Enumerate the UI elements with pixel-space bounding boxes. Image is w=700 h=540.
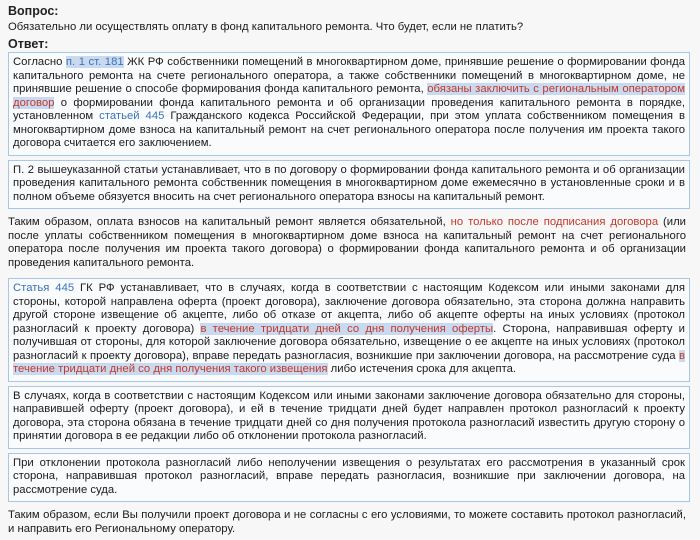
answer-paragraph-3 [8,213,690,274]
text-fragment: (или после уплаты собственником помещения в многоквартирном доме взноса на капитальный ремонт на счет регионального оператора после получения им проекта такого договора) о формировании фонда капитального ремонта и об организации проведения капитального ремонта. [8,216,686,269]
text-fragment: либо истечения срока для акцепта. [327,363,517,375]
highlight-thirty-days-notice: в течение тридцати дней со дня получения такого извещения [13,349,685,375]
answer-paragraph-6: При отклонении протокола разногласий либо неполучении извещения о результатах его рассмотрения в указанный срок сторона, направившая протокол разногласий, вправе передать разногласия, возникшие при заключении договора, на рассмотрение суда. [8,453,690,503]
highlight-after-contract: но только после подписания договора [450,216,659,228]
answer-paragraph-7: Таким образом, если Вы получили проект договора и не согласны с его условиями, то можете составить протокол разногласий, и направить его Региональному оператору. [8,509,686,535]
question-heading: Вопрос: [8,4,59,18]
answer-paragraph-2: П. 2 вышеуказанной статьи устанавливает, что в по договору о формировании фонда капитального ремонта и об организации проведения капитального ремонта собственник помещения в многоквартирном доме ежемесячно в установленные сроки и в полном объеме обязуется вносить на счет регионального оператора взносы на капитальный ремонт. [8,160,690,210]
text-fragment: Согласно [13,56,66,68]
text-fragment: ГК РФ устанавливает, что в случаях, когда в соответствии с настоящим Кодексом или иными законами для стороны, которой направлена оферта (проект договора), заключение договора обязательно, эта сторона должна направить другой стороне извещение об акцепте, либо об отказе от акцепта, либо об акцепте оферты на иных условиях (протокол разногласий к проекту договора) [13,282,685,335]
answer-heading: Ответ: [8,37,49,51]
text-fragment: о формировании фонда капитального ремонта и об организации проведения капитального ремонта в порядке, установленном [13,96,685,122]
answer-paragraph-4 [8,278,690,382]
text-fragment: Таким образом, оплата взносов на капитальный ремонт является обязательной, [8,216,451,228]
text-fragment: Гражданского кодекса Российской Федерации, при этом уплата собственником помещения в многоквартирном доме взноса на капитальный ремонт на счет регионального оператора после получения им проекта такого договора считается его заключением. [13,110,685,149]
law-link-art-445[interactable]: статьей 445 [99,110,165,122]
question-text: Обязательно ли осуществлять оплату в фонд капитального ремонта. Что будет, если не платить? [8,21,524,33]
text-fragment: ЖК РФ собственники помещений в многоквартирном доме, принявшие решение о формировании фонда капитального ремонта на счете регионального оператора, а также собственники помещений в многоквартирном доме, не принявшие решение о способе формирования фонда капитального ремонта, [13,56,686,95]
text-fragment: . Сторона, направившая оферту и получившая от стороны, для которой заключение договора обязательно, извещение о ее акцепте на иных условиях (протокол разногласий к проекту договора), вправе передать разногласия, возникшие при заключении договора, на рассмотрение суда [13,322,685,362]
answer-paragraph-1 [8,52,690,156]
highlight-obligation: обязаны заключить с региональным оператором договор [13,83,685,109]
answer-paragraph-5: В случаях, когда в соответствии с настоящим Кодексом или иными законами заключение договора обязательно для стороны, направившей оферту (проект договора), и ей в течение тридцати дней будет направлен протокол разногласий к проекту договора, эта сторона обязана в течение тридцати дней со дня получения протокола разногласий известить другую сторону о принятии договора в ее редакции либо об отклонении протокола разногласий. [8,386,690,449]
law-link-gk-445[interactable]: Статья 445 [13,282,75,294]
highlight-thirty-days-offer: в течение тридцати дней со дня получения оферты [200,322,494,335]
law-link-art-181[interactable]: п. 1 ст. 181 [65,56,124,68]
